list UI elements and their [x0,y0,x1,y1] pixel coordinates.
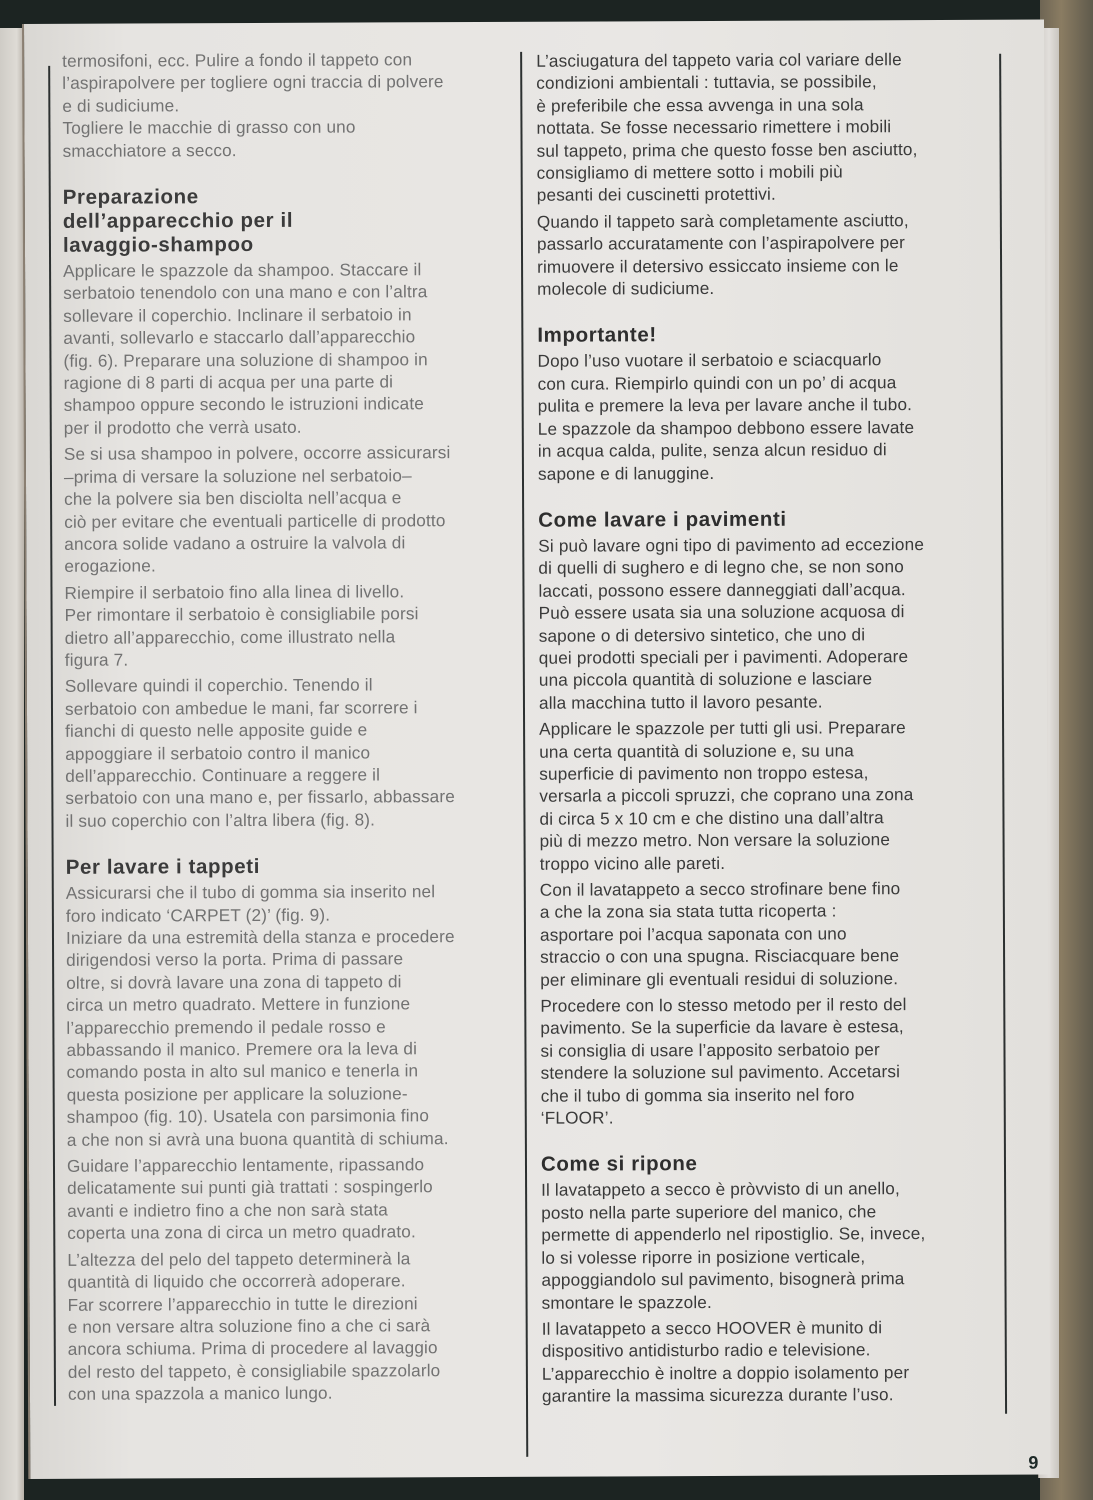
intro-paragraph: termosifoni, ecc. Pulire a fondo il tappeto con l’aspirapolvere per togliere ogni traccia di polvere e di sudiciume. Togliere le macchie di grasso con uno smacchiatore a secco. [62,49,444,161]
page-number: 9 [1028,1452,1039,1473]
paragraph: Il lavatappeto a secco è pròvvisto di un anello, posto nella parte superiore del manico, che permette di appenderlo nel ripostiglio. Se, invece, lo si volesse riporre in posizione verticale, appoggiandolo sul pavimento, bisognerà prima smontare le spazzole. [541,1178,926,1313]
section-pavimenti [538,507,1006,1130]
paragraph: Riempire il serbatoio fino alla linea di livello. Per rimontare il serbatoio è consigliabile porsi dietro all’apparecchio, come illustrato nella figura 7. [64,581,419,670]
section-heading: Preparazione dell’apparecchio per il lavaggio-shampoo [62,185,294,257]
paragraph: Dopo l’uso vuotare il serbatoio e sciacquarlo con cura. Riempirlo quindi con un po’ di acqua pulita e premere la leva per lavare anche il tubo. Le spazzole da shampoo debbono essere lavate in acqua calda, pulite, senza alcun residuo di sapone e di lanuggine. [537,349,915,484]
section-heading: Come si ripone [540,1152,698,1177]
section-heading: Per lavare i tappeti [65,855,261,880]
section-preparazione [63,184,536,832]
manual-page [22,20,1050,1479]
left-column-rule [48,66,56,1406]
paragraph: Assicurarsi che il tubo di gomma sia inserito nel foro indicato ‘CARPET (2)’ (fig. 9). Iniziare da una estremità della stanza e procedere dirigendosi verso la porta. Prima di passare oltre, si dovrà lavare una zona di tappeto di circa un metro quadrato. Mettere in funzione l’apparecchio premendo il pedale rosso e abbassando il manico. Premere ora la leva di comando posta in alto sul manico e tenerla in questa posizione per applicare la soluzione- shampoo (fig. 10). Usatela con parsimonia fino a che non si avrà una buona quantità di schiuma. [65,881,455,1150]
paragraph: Con il lavatappeto a secco strofinare bene fino a che la zona sia stata tutta ricoperta : asportare poi l’acqua saponata con uno straccio o con una spugna. Risciacquare bene per eliminare gli eventuali residui di soluzione. [539,878,901,990]
paragraph: Applicare le spazzole da shampoo. Staccare il serbatoio tenendolo con una mano e con l’altra sollevare il coperchio. Inclinare il serbatoio in avanti, sollevarlo e staccarlo dall’apparecchio (fig. 6). Preparare una soluzione di shampoo in ragione di 8 parti di acqua per una parte di shampoo oppure secondo le istruzioni indicate per il prodotto che verrà usato. [63,259,428,438]
previous-page-edge [0,28,24,1500]
section-importante [537,322,1003,484]
paragraph: Applicare le spazzole per tutti gli usi. Preparare una certa quantità di soluzione e, su una superficie di pavimento non troppo estesa, versarla a piccoli spruzzi, che coprano una zona di circa 5 x 10 cm e che distino una dall’altra più di mezzo metro. Non versare la soluzione troppo vicino alle pareti. [539,717,914,874]
section-ripone [541,1151,1007,1407]
paragraph: Procedere con lo stesso metodo per il resto del pavimento. Se la superficie da lavare è estesa, si consiglia di usare l’apposito serbatoio per stendere la soluzione sul pavimento. Accetarsi che il tubo di gomma sia inserito nel foro ‘FLOOR’. [540,994,907,1128]
left-column [62,48,538,1410]
paragraph: Si può lavare ogni tipo di pavimento ad eccezione di quelli di sughero e di legno che, se non sono laccati, possono essere danneggiati dall’acqua. Può essere usata sia una soluzione acquosa di sapone o di detersivo sintetico, che uno di quei prodotti speciali per i pavimenti. Adoperare una piccola quantità di soluzione e lasciare alla macchina tutto il lavoro pesante. [538,533,925,713]
paragraph: L’altezza del pelo del tappeto determinerà la quantità di liquido che occorrerà adoperare. Far scorrere l’apparecchio in tutte le direzioni e non versare altra soluzione fino a che ci sarà ancora schiuma. Prima di procedere al lavaggio del resto del tappeto, è consigliabile spazzolarlo con una spazzola a manico lungo. [67,1248,441,1404]
paragraph: Sollevare quindi il coperchio. Tenendo il serbatoio con ambedue le mani, far scorrere i fianchi di questo nelle apposite guide e appoggiare il serbatoio contro il manico dell’apparecchio. Continuare a reggere il serbatoio con una mano e, per fissarlo, abbassare il suo coperchio con l’altra libera (fig. 8). [64,674,455,831]
paragraph: Il lavatappeto a secco HOOVER è munito di dispositivo antidisturbo radio e televisione. L’apparecchio è inoltre a doppio isolamento per garantire la massima sicurezza durante l’uso. [541,1317,910,1406]
section-tappeti [66,854,538,1405]
paragraph: L’asciugatura del tappeto varia col variare delle condizioni ambientali : tuttavia, se possibile, è preferibile che essa avvenga in una sola nottata. Se fosse necessario rimettere i mobili sul tappeto, prima che questo fosse ben asciutto, consigliamo di mettere sotto i mobili più pesanti dei cuscinetti protettivi. [536,49,918,206]
paragraph: Guidare l’apparecchio lentamente, ripassando delicatamente sui punti già trattati : sospingerlo avanti e indietro fino a che non sarà stata coperta una zona di circa un metro quadrato. [66,1154,433,1244]
section-heading: Come lavare i pavimenti [538,507,787,532]
paragraph: Se si usa shampoo in polvere, occorre assicurarsi –prima di versare la soluzione nel serbatoio– che la polvere sia ben disciolta nell’acqua e ciò per evitare che eventuali particelle di prodotto ancora solide vadano a ostruire la valvola di erogazione. [63,442,451,577]
paragraph: Quando il tappeto sarà completamente asciutto, passarlo accuratamente con l’aspirapolvere per rimuovere il detersivo essiccato insieme con le molecole di sudiciume. [536,209,909,299]
right-column [536,48,1007,1412]
section-heading: Importante! [537,323,657,348]
